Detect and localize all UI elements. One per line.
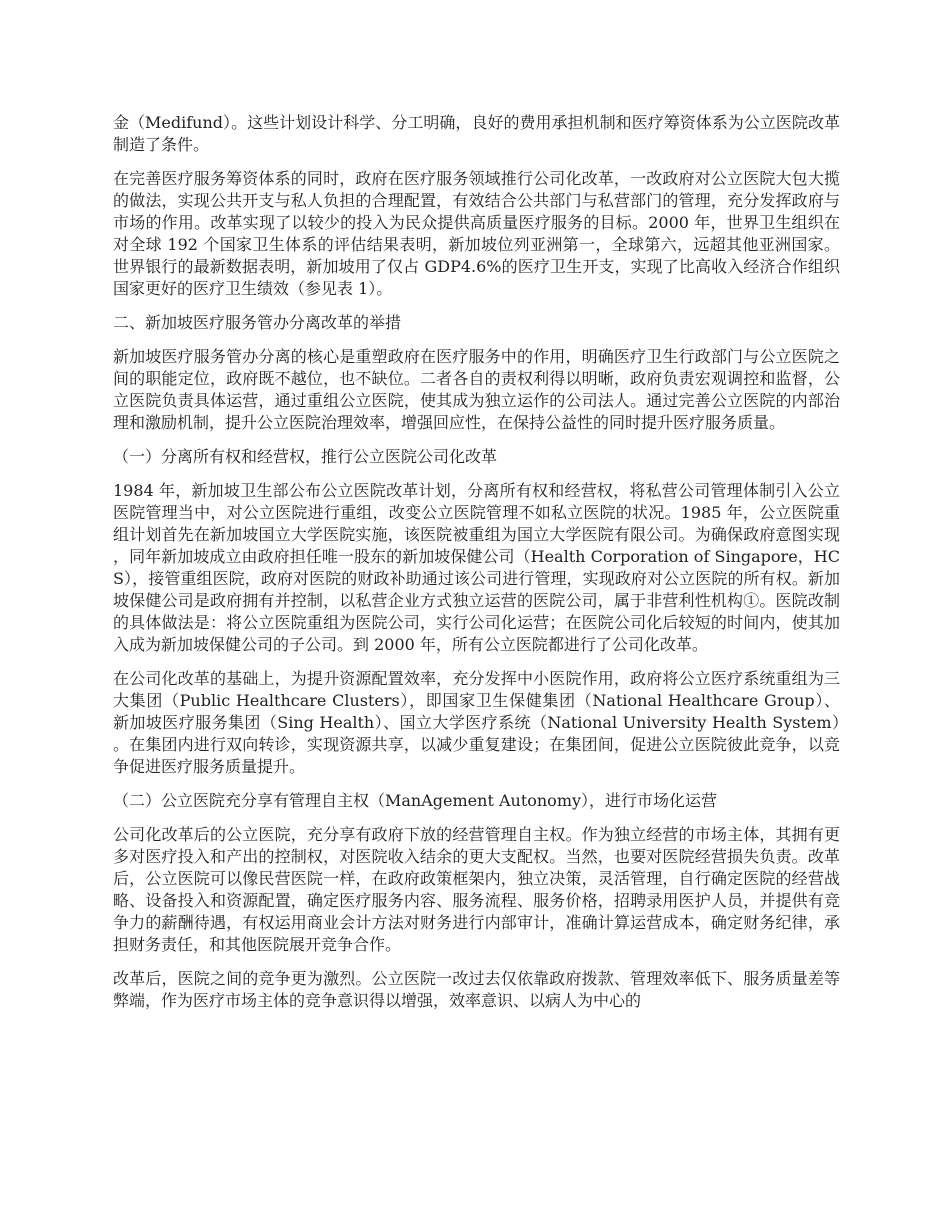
paragraph-core-of-separation: 新加坡医疗服务管办分离的核心是重塑政府在医疗服务中的作用，明确医疗卫生行政部门与公立医院之间的职能定位，政府既不越位，也不缺位。二者各自的责权利得以明晰，政府负责宏观调控和监督，公立医院负责具体运营，通过重组公立医院，使其成为独立运作的公司法人。通过完善公立医院的内部治理和激励机制，提升公立医院治理效率，增强回应性，在保持公益性的同时提升医疗服务质量。 (113, 347, 840, 432)
paragraph-competition: 改革后，医院之间的竞争更为激烈。公立医院一改过去仅依靠政府拨款、管理效率低下、服务质量差等弊端，作为医疗市场主体的竞争意识得以增强，效率意识、以病人为中心的 (113, 969, 840, 1010)
paragraph-autonomy: 公司化改革后的公立医院，充分享有政府下放的经营管理自主权。作为独立经营的市场主体，其拥有更多对医疗投入和产出的控制权，对医院收入结余的更大支配权。当然，也要对医院经营损失负责。改革后，公立医院可以像民营医院一样，在政府政策框架内，独立决策，灵活管理，自行确定医院的经营战略、设备投入和资源配置，确定医疗服务内容、服务流程、服务价格，招聘录用医护人员，并提供有竞争力的薪酬待遇，有权运用商业会计方法对财务进行内部审计，准确计算运营成本，确定财务纪律，承担财务责任，和其他医院展开竞争合作。 (113, 825, 840, 954)
subsection-heading-2: （二）公立医院充分享有管理自主权（ManAgement Autonomy），进行市场化运营 (113, 791, 718, 810)
paragraph-clusters: 在公司化改革的基础上，为提升资源配置效率，充分发挥中小医院作用，政府将公立医疗系统重组为三大集团（Public Healthcare Clusters），即国家卫生保健集团（National Healthcare Group）、新加坡医疗服务集团（Sing Health）、国立大学医疗系统（National University Health System）。在集团内进行双向转诊，实现资源共享，以减少重复建设；在集团间，促进公立医院彼此竞争，以竞争促进医疗服务质量提升。 (113, 669, 840, 776)
paragraph-medifund: 金（Medifund）。这些计划设计科学、分工明确，良好的费用承担机制和医疗筹资体系为公立医院改革制造了条件。 (113, 113, 840, 154)
document-page (113, 112, 840, 1024)
section-heading-2: 二、新加坡医疗服务管办分离改革的举措 (113, 313, 402, 332)
paragraph-corporatization-intro: 在完善医疗服务筹资体系的同时，政府在医疗服务领域推行公司化改革，一改政府对公立医院大包大揽的做法，实现公共开支与私人负担的合理配置，有效结合公共部门与私营部门的管理，充分发挥政府与市场的作用。改革实现了以较少的投入为民众提供高质量医疗服务的目标。2000 年，世界卫生组织在对全球 192 个国家卫生体系的评估结果表明，新加坡位列亚洲第一，全球第六，远超其他亚洲国家。世界银行的最新数据表明，新加坡用了仅占 GDP4.6%的医疗卫生开支，实现了比高收入经济合作组织国家更好的医疗卫生绩效（参见表 1）。 (113, 169, 840, 298)
paragraph-1984-plan: 1984 年，新加坡卫生部公布公立医院改革计划，分离所有权和经营权，将私营公司管理体制引入公立医院管理当中，对公立医院进行重组，改变公立医院管理不如私立医院的状况。1985 年，公立医院重组计划首先在新加坡国立大学医院实施，该医院被重组为国立大学医院有限公司。为确保政府意图实现，同年新加坡成立由政府担任唯一股东的新加坡保健公司（Health Corporation of Singapore，HCS），接管重组医院，政府对医院的财政补助通过该公司进行管理，实现政府对公立医院的所有权。新加坡保健公司是政府拥有并控制，以私营企业方式独立运营的医院公司，属于非营利性机构①。医院改制的具体做法是：将公立医院重组为医院公司，实行公司化运营；在医院公司化后较短的时间内，使其加入成为新加坡保健公司的子公司。到 2000 年，所有公立医院都进行了公司化改革。 (113, 481, 840, 654)
subsection-heading-1: （一）分离所有权和经营权，推行公立医院公司化改革 (113, 447, 498, 466)
